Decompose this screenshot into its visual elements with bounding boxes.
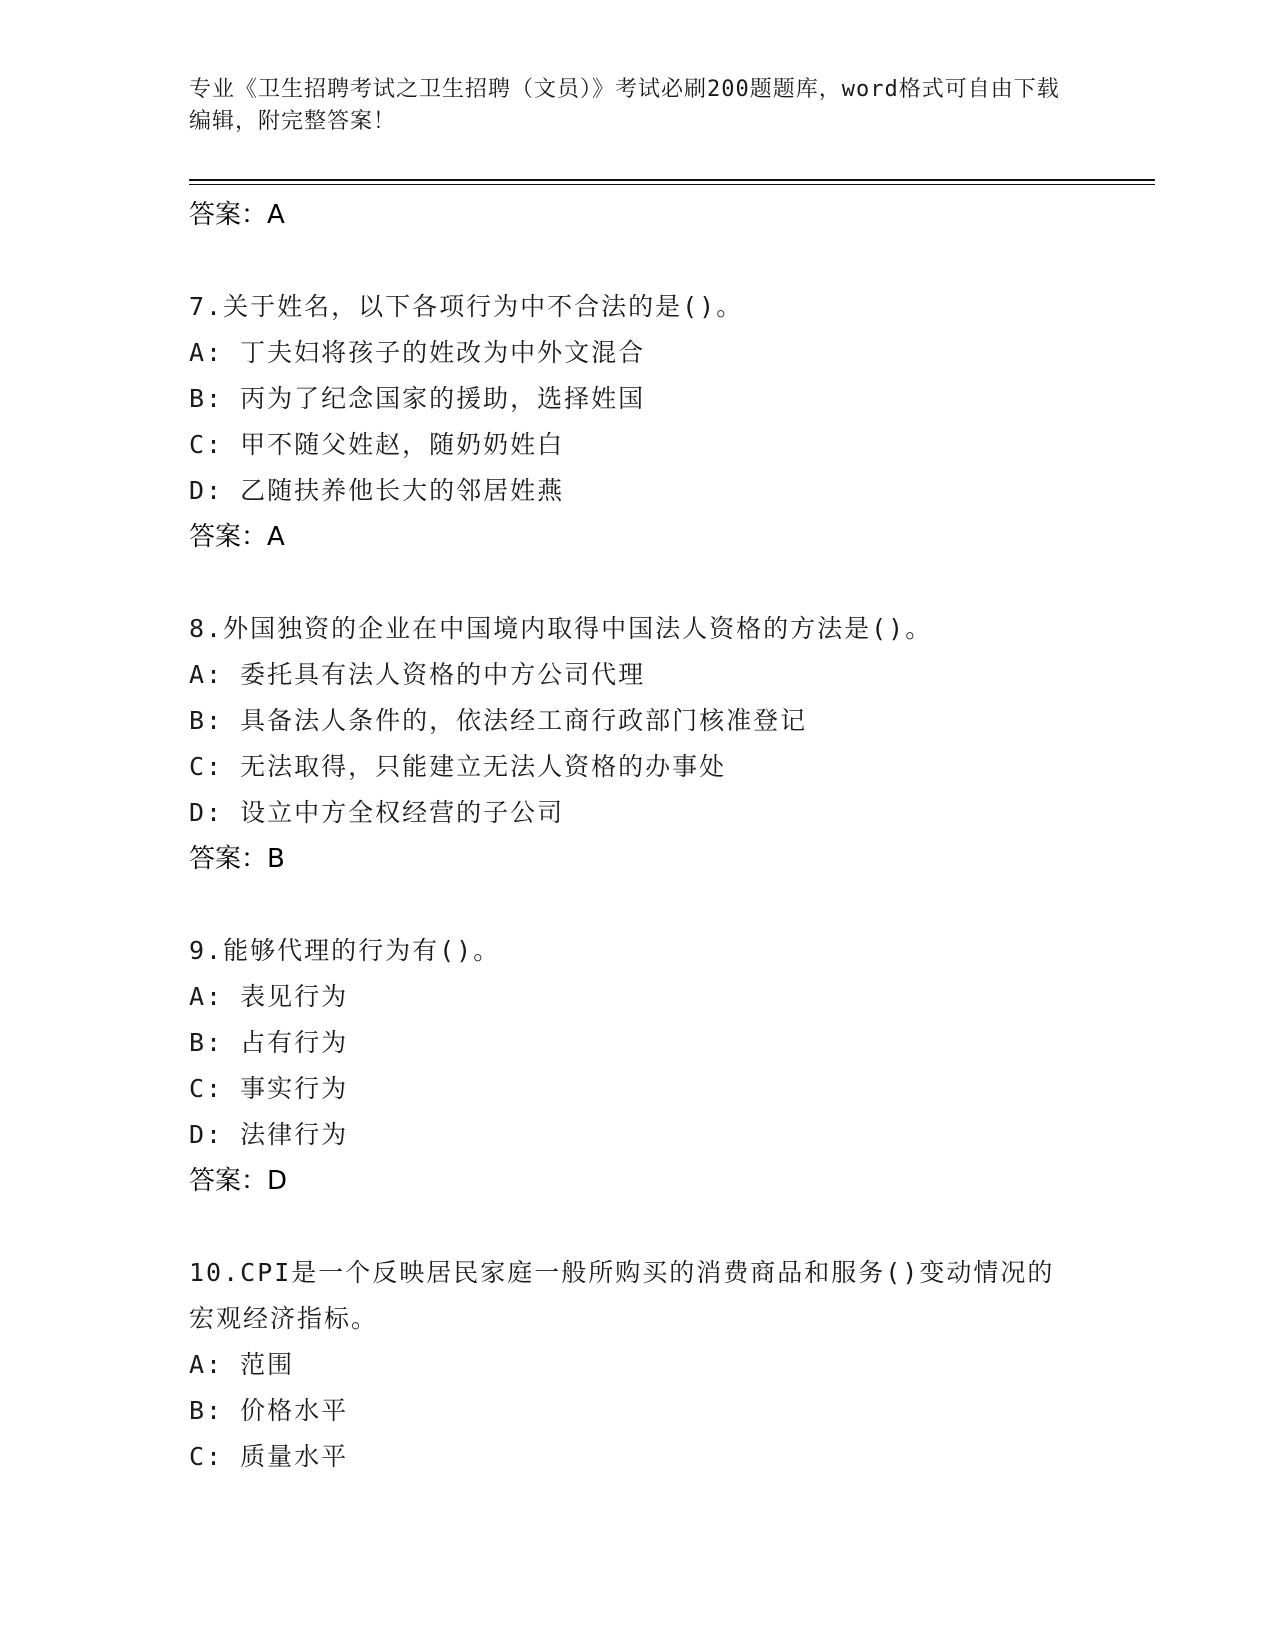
- question-block-9: [189, 928, 1069, 1204]
- option-c: C: 质量水平: [189, 1442, 349, 1471]
- question-block-8: [189, 606, 1069, 882]
- question-block-10: [189, 1250, 1069, 1480]
- option-a: A: 范围: [189, 1350, 295, 1379]
- header-rule-thick: [189, 179, 1155, 181]
- question-text: 7.关于姓名，以下各项行为中不合法的是()。: [189, 292, 744, 321]
- option-b: B: 价格水平: [189, 1396, 349, 1425]
- option-a: A: 丁夫妇将孩子的姓改为中外文混合: [189, 338, 646, 367]
- option-c: C: 无法取得，只能建立无法人资格的办事处: [189, 752, 727, 781]
- question-text: 9.能够代理的行为有()。: [189, 936, 501, 965]
- spacer: [189, 882, 1069, 928]
- question-text: 10.CPI是一个反映居民家庭一般所购买的消费商品和服务()变动情况的宏观经济指标。: [189, 1258, 1055, 1333]
- option-a: A: 委托具有法人资格的中方公司代理: [189, 660, 646, 689]
- document-content: [189, 192, 1069, 1480]
- question-block-7: [189, 284, 1069, 560]
- answer-line: 答案：A: [189, 200, 285, 230]
- document-header: 专业《卫生招聘考试之卫生招聘（文员）》考试必刷200题题库，word格式可自由下载编辑，附完整答案！: [189, 77, 1060, 134]
- option-b: B: 占有行为: [189, 1028, 349, 1057]
- answer-line: 答案：D: [189, 1166, 288, 1196]
- spacer: [189, 560, 1069, 606]
- header-rule-thin: [189, 184, 1155, 185]
- option-d: D: 法律行为: [189, 1120, 349, 1149]
- option-d: D: 设立中方全权经营的子公司: [189, 798, 565, 827]
- option-c: C: 事实行为: [189, 1074, 349, 1103]
- option-b: B: 具备法人条件的，依法经工商行政部门核准登记: [189, 706, 808, 735]
- spacer: [189, 238, 1069, 284]
- option-c: C: 甲不随父姓赵，随奶奶姓白: [189, 430, 565, 459]
- answer-line: 答案：A: [189, 522, 285, 552]
- spacer: [189, 1204, 1069, 1250]
- answer-line: 答案：B: [189, 844, 285, 874]
- option-a: A: 表见行为: [189, 982, 349, 1011]
- question-text: 8.外国独资的企业在中国境内取得中国法人资格的方法是()。: [189, 614, 933, 643]
- option-d: D: 乙随扶养他长大的邻居姓燕: [189, 476, 565, 505]
- option-b: B: 丙为了纪念国家的援助，选择姓国: [189, 384, 646, 413]
